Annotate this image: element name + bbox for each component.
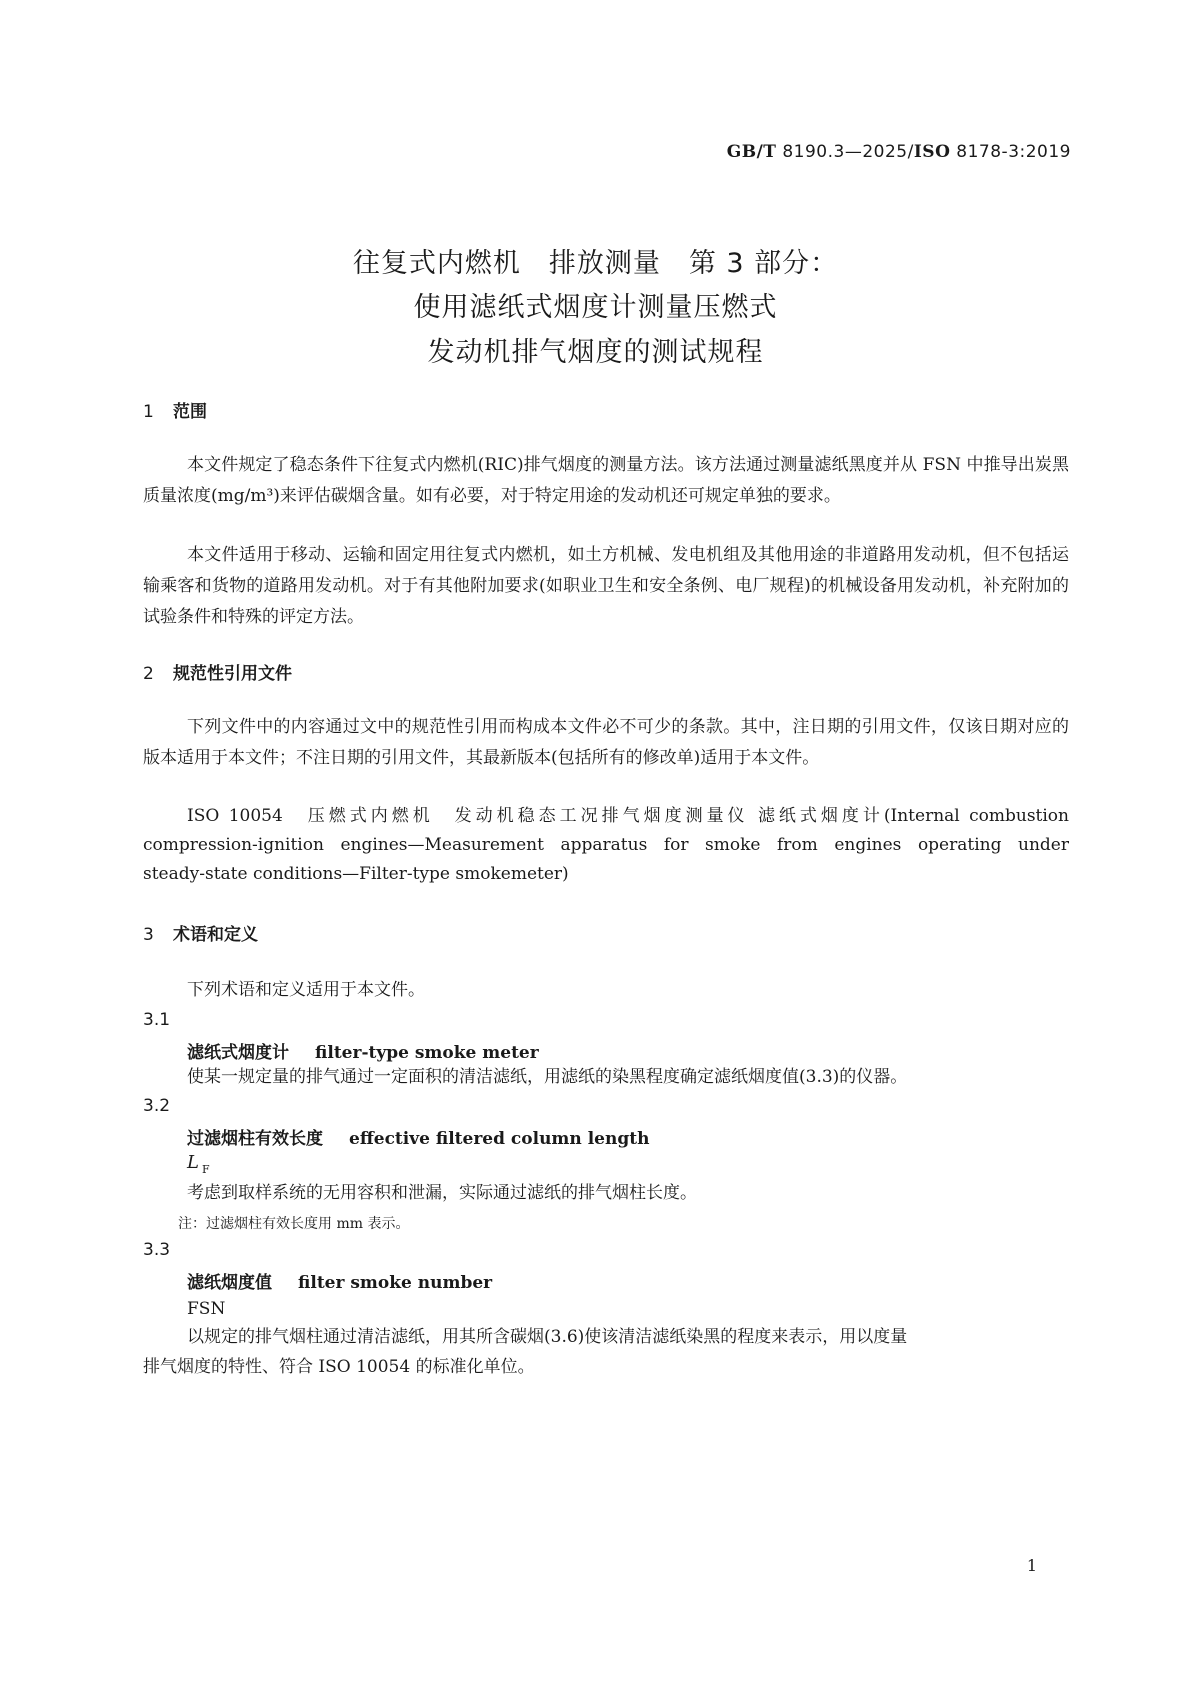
- term-abbreviation: FSN: [187, 1299, 226, 1319]
- section-3-intro: 下列术语和定义适用于本文件。: [187, 980, 425, 1000]
- reference-line-2: compression-ignition engines—Measurement apparatus for smoke from engines operating under: [143, 835, 1069, 855]
- section-1-heading: 1 范围: [143, 402, 207, 422]
- term-heading: 滤纸烟度值 filter smoke number: [187, 1273, 493, 1293]
- term-note: 注：过滤烟柱有效长度用 mm 表示。: [178, 1216, 410, 1232]
- title-line-3: 发动机排气烟度的测试规程: [427, 337, 764, 368]
- term-number: 3.3: [143, 1240, 171, 1260]
- page-number: 1: [1026, 1556, 1037, 1575]
- term-heading: 过滤烟柱有效长度 effective filtered column length: [187, 1129, 650, 1149]
- term-heading: 滤纸式烟度计 filter-type smoke meter: [187, 1043, 539, 1063]
- term-definition-line-1: 以规定的排气烟柱通过清洁滤纸，用其所含碳烟(3.6)使该清洁滤纸染黑的程度来表示，用以度量: [187, 1327, 908, 1347]
- term-number: 3.1: [143, 1010, 171, 1030]
- term-number: 3.2: [143, 1096, 171, 1116]
- reference-line-1: ISO 10054 压燃式内燃机 发动机稳态工况排气烟度测量仪 滤纸式烟度计(Internal combustion: [187, 806, 1069, 826]
- standard-code: GB/T 8190.3—2025/ISO 8178-3:2019: [726, 142, 1071, 162]
- section-2-paragraph-1: 下列文件中的内容通过文中的规范性引用而构成本文件必不可少的条款。其中，注日期的引用文件，仅该日期对应的版本适用于本文件；不注日期的引用文件，其最新版本(包括所有的修改单)适用于本文件。: [143, 717, 1069, 768]
- term-definition: 考虑到取样系统的无用容积和泄漏，实际通过滤纸的排气烟柱长度。: [187, 1183, 697, 1203]
- section-1-paragraph-2: 本文件适用于移动、运输和固定用往复式内燃机，如土方机械、发电机组及其他用途的非道路用发动机，但不包括运输乘客和货物的道路用发动机。对于有其他附加要求(如职业卫生和安全条例、电厂规程)的机械设备用发动机，补充附加的试验条件和特殊的评定方法。: [143, 545, 1069, 627]
- section-1-paragraph-1: 本文件规定了稳态条件下往复式内燃机(RIC)排气烟度的测量方法。该方法通过测量滤纸黑度并从 FSN 中推导出炭黑质量浓度(mg/m³)来评估碳烟含量。如有必要，对于特定用途的发动机还可规定单独的要求。: [143, 455, 1069, 506]
- term-symbol: L $_F$: [187, 1152, 210, 1176]
- term-definition-line-2: 排气烟度的特性、符合 ISO 10054 的标准化单位。: [143, 1357, 535, 1377]
- section-2-heading: 2 规范性引用文件: [143, 664, 292, 684]
- section-3-heading: 3 术语和定义: [143, 925, 258, 945]
- term-definition: 使某一规定量的排气通过一定面积的清洁滤纸，用滤纸的染黑程度确定滤纸烟度值(3.3)的仪器。: [187, 1067, 908, 1087]
- reference-line-3: steady-state conditions—Filter-type smokemeter): [143, 864, 569, 884]
- title-line-2: 使用滤纸式烟度计测量压燃式: [413, 292, 778, 323]
- title-line-1: 往复式内燃机 排放测量 第 3 部分：: [352, 248, 839, 279]
